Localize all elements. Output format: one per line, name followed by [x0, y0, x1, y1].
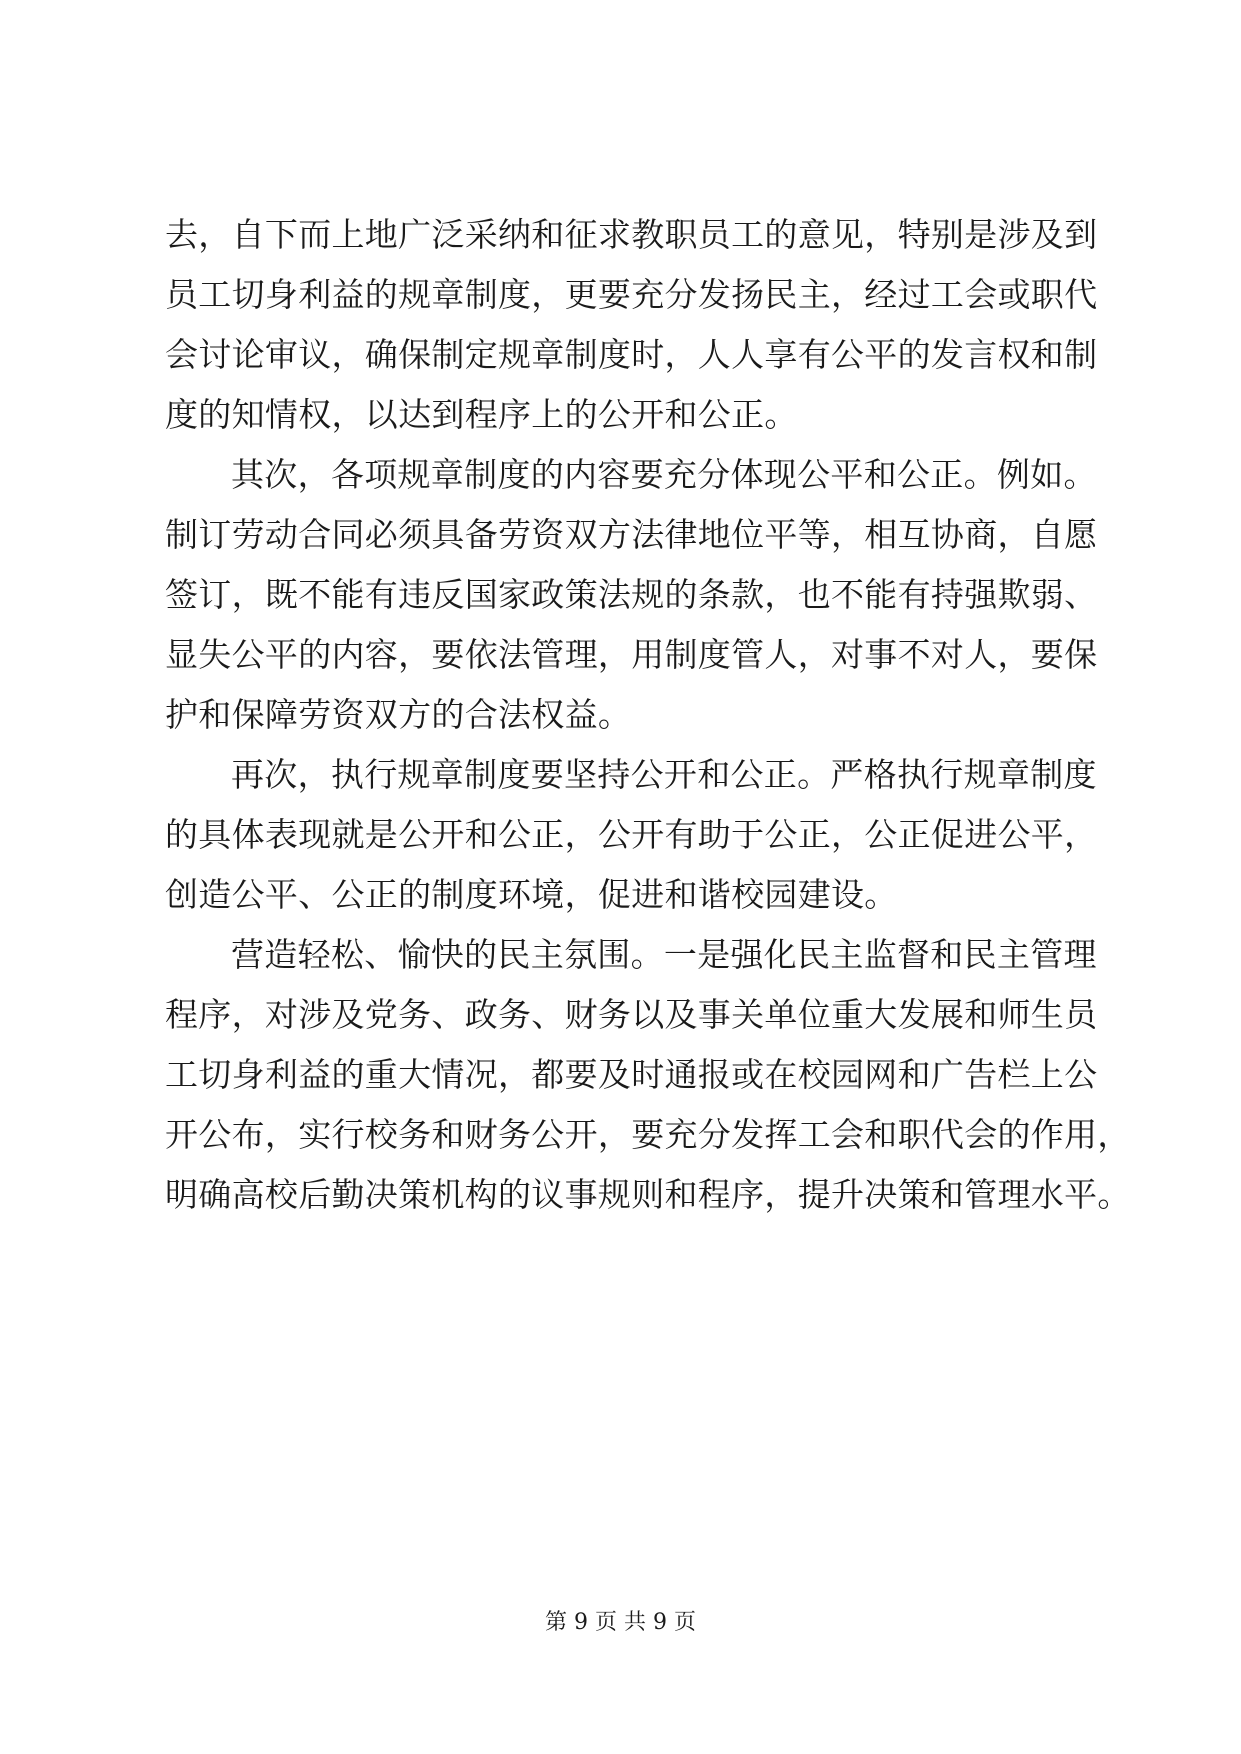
text-line: 制订劳动合同必须具备劳资双方法律地位平等，相互协商，自愿 [165, 515, 1098, 554]
text-line: 的具体表现就是公开和公正，公开有助于公正，公正促进公平， [165, 815, 1098, 854]
text-line: 程序，对涉及党务、政务、财务以及事关单位重大发展和师生员 [165, 995, 1098, 1034]
text-line: 签订，既不能有违反国家政策法规的条款，也不能有持强欺弱、 [165, 575, 1098, 614]
text-line: 创造公平、公正的制度环境，促进和谐校园建设。 [165, 875, 898, 914]
body-text [165, 205, 1131, 1225]
text-line: 显失公平的内容，要依法管理，用制度管人，对事不对人，要保 [165, 635, 1098, 674]
paragraph-start-line: 再次，执行规章制度要坚持公开和公正。严格执行规章制度 [231, 755, 1097, 794]
text-line: 明确高校后勤决策机构的议事规则和程序，提升决策和管理水平。 [165, 1175, 1131, 1214]
page-number-footer: 第 9 页 共 9 页 [545, 1610, 696, 1635]
text-line: 开公布，实行校务和财务公开，要充分发挥工会和职代会的作用， [165, 1115, 1131, 1154]
text-line: 度的知情权，以达到程序上的公开和公正。 [165, 395, 798, 434]
paragraph-start-line: 其次，各项规章制度的内容要充分体现公平和公正。例如。 [231, 455, 1097, 494]
text-line: 护和保障劳资双方的合法权益。 [165, 695, 632, 734]
text-line: 员工切身利益的规章制度，更要充分发扬民主，经过工会或职代 [165, 275, 1098, 314]
text-line: 会讨论审议，确保制定规章制度时，人人享有公平的发言权和制 [165, 335, 1098, 374]
paragraph-start-line: 营造轻松、愉快的民主氛围。一是强化民主监督和民主管理 [231, 935, 1097, 974]
text-line: 工切身利益的重大情况，都要及时通报或在校园网和广告栏上公 [165, 1055, 1098, 1094]
text-line: 去，自下而上地广泛采纳和征求教职员工的意见，特别是涉及到 [165, 215, 1098, 254]
